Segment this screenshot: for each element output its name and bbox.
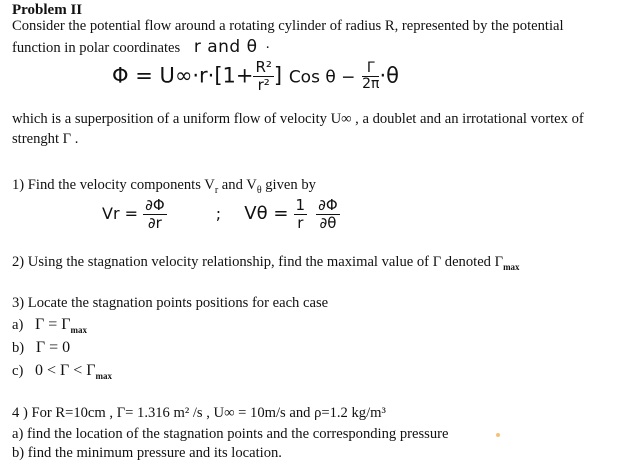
question-3b <box>12 339 70 357</box>
q2-text: 2) Using the stagnation velocity relationship, find the maximal value of Γ denoted Γ <box>12 254 504 270</box>
question-4b: b) find the minimum pressure and its location. <box>12 445 282 461</box>
q1-sub-r: r <box>214 184 219 196</box>
vr-numerator: ∂Φ <box>145 196 165 214</box>
q3a-sub: max <box>70 324 88 335</box>
polar-coords-handwritten: r and θ <box>193 37 258 57</box>
bracket-close: ] <box>273 63 283 88</box>
question-3-title: 3) Locate the stagnation points positions for each case <box>12 295 329 311</box>
q1-text: 1) Find the velocity components V <box>12 177 215 193</box>
question-4: 4 ) For R=10cm , Γ= 1.316 m² /s , U∞ = 10m/s and ρ=1.2 kg/m³ <box>12 405 386 421</box>
q1-sub-theta: θ <box>256 184 262 196</box>
question-2 <box>12 254 520 272</box>
intro-line-1: Consider the potential flow around a rotating cylinder of radius R, represented by the potential <box>12 18 564 34</box>
q3b-label: b) <box>12 340 25 356</box>
potential-equation <box>112 60 399 93</box>
q3c-sub: max <box>95 370 113 381</box>
superposition-line-2: strenght Γ . <box>12 131 79 147</box>
q1-given: given by <box>261 177 316 193</box>
r2-denominator: r² <box>257 75 270 94</box>
q3c-label: c) <box>12 363 24 379</box>
r2-fraction <box>253 60 273 93</box>
vtheta-lhs: Vθ = <box>244 203 289 225</box>
q3a-expr: Γ = Γ <box>35 316 71 333</box>
stray-mark <box>496 433 500 437</box>
potential-tail: ·θ <box>379 63 399 88</box>
gamma-numerator: Γ <box>362 61 379 77</box>
vtheta-coef-fraction <box>294 198 308 231</box>
vr-lhs: Vr = <box>102 204 139 224</box>
velocity-separator: ; <box>215 204 222 224</box>
vtheta-coef-numerator: 1 <box>295 196 306 214</box>
q1-and: and V <box>218 177 257 193</box>
q2-sub-max: max <box>503 261 520 272</box>
question-3c <box>12 362 112 381</box>
vtheta-fraction <box>316 198 340 231</box>
q3a-label: a) <box>12 317 24 333</box>
q3c-expr: 0 < Γ < Γ <box>35 362 96 379</box>
vr-denominator: ∂r <box>147 213 162 232</box>
q3b-expr: Γ = 0 <box>35 339 71 356</box>
question-3a <box>12 316 87 335</box>
intro-line-2-text: function in polar coordinates <box>12 40 181 56</box>
intro-line-2 <box>12 37 270 57</box>
gamma-denominator: 2π <box>362 75 380 92</box>
vtheta-denominator: ∂θ <box>319 213 337 232</box>
vr-fraction <box>143 198 167 231</box>
question-1 <box>12 177 316 196</box>
problem-title: Problem II <box>12 2 83 18</box>
r2-numerator: R² <box>255 58 272 76</box>
gamma-fraction <box>362 61 379 92</box>
velocity-equations <box>102 198 340 231</box>
superposition-line-1: which is a superposition of a uniform flow of velocity U∞ , a doublet and an irrotational vortex of <box>12 111 584 127</box>
potential-lhs: Φ = U∞·r· <box>112 63 215 88</box>
cos-term: Cos θ − <box>288 67 356 88</box>
question-4a: a) find the location of the stagnation points and the corresponding pressure <box>12 426 449 442</box>
vtheta-coef-denominator: r <box>297 213 304 232</box>
trailing-dot: · <box>265 40 271 56</box>
vtheta-numerator: ∂Φ <box>318 196 338 214</box>
bracket-open: [1+ <box>214 63 254 88</box>
